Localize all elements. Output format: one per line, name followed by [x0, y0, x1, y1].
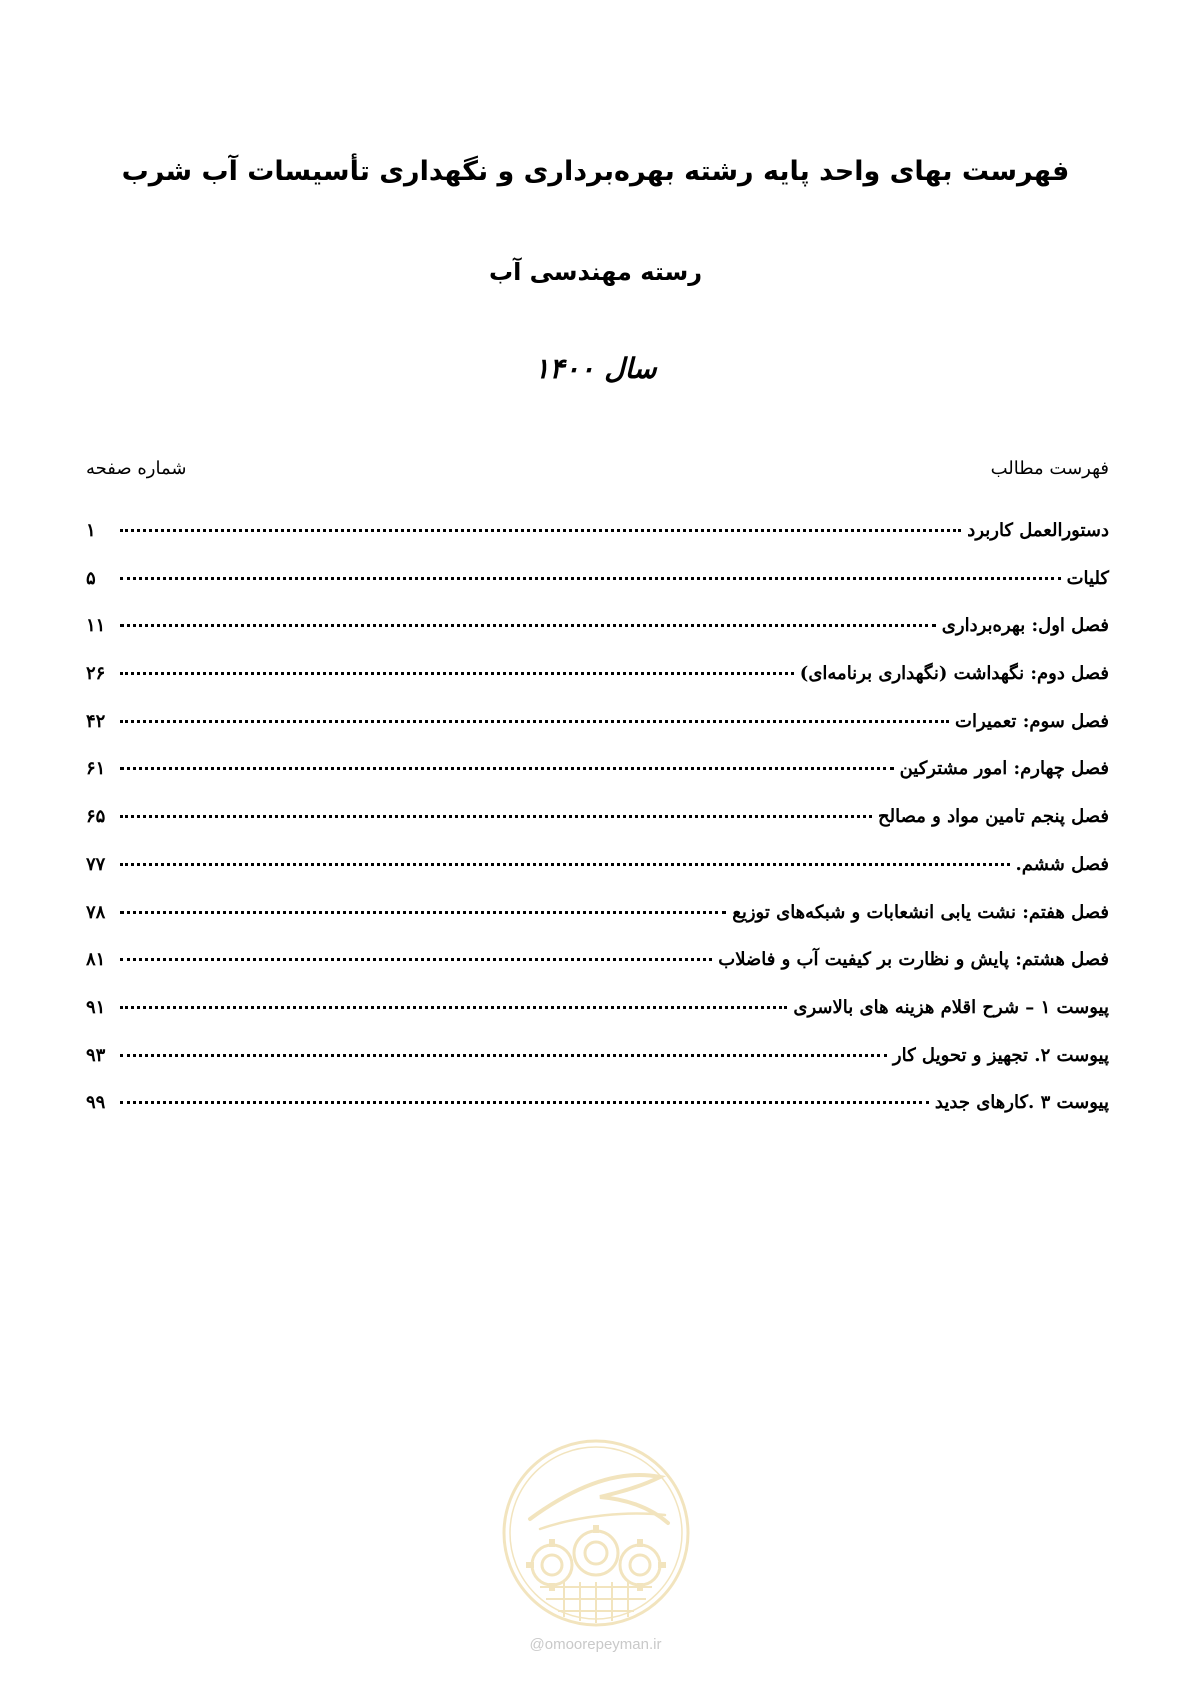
toc-page-number-label: شماره صفحه	[86, 458, 187, 479]
toc-entry-page: ۴۲	[86, 710, 106, 732]
gear-logo-icon	[500, 1437, 692, 1629]
toc-entry-page: ۹۱	[86, 996, 106, 1018]
toc-leader-dots	[120, 577, 1061, 580]
toc-leader-dots	[120, 911, 726, 914]
toc-entry-page: ۷۸	[86, 901, 106, 923]
watermark-url: @omoorepeyman.ir	[529, 1636, 662, 1653]
toc-entry-page: ۹۹	[86, 1092, 106, 1114]
toc-entry-label: دستورالعمل کاربرد	[967, 520, 1109, 541]
toc-entry[interactable]	[86, 1092, 1109, 1140]
toc-leader-dots	[120, 624, 936, 627]
toc-entry-label: پیوست ۳ .کارهای جدید	[934, 1092, 1109, 1114]
toc-entry-page: ۹۳	[86, 1044, 106, 1066]
toc-entry[interactable]	[86, 758, 1109, 806]
toc-entry[interactable]	[86, 615, 1109, 663]
toc-leader-dots	[120, 1054, 887, 1057]
toc-entry[interactable]	[86, 1045, 1109, 1093]
toc-leader-dots	[120, 720, 949, 723]
toc-leader-dots	[120, 672, 794, 675]
toc-entry-page: ۸۱	[86, 949, 106, 971]
toc-entry[interactable]	[86, 568, 1109, 616]
toc-entry-label: پیوست ۲. تجهیز و تحویل کار	[892, 1044, 1109, 1066]
toc-entry-label: فصل اول: بهره‌برداری	[941, 615, 1109, 637]
toc-entry-page: ۲۶	[86, 663, 106, 685]
toc-header	[86, 458, 1109, 488]
toc-leader-dots	[120, 958, 712, 961]
toc-entry-page: ۱	[86, 520, 96, 541]
toc-entry[interactable]	[86, 902, 1109, 950]
toc-entry-page: ۷۷	[86, 853, 106, 875]
toc-entry-label: فصل چهارم: امور مشترکین	[899, 758, 1109, 780]
toc-entry-page: ۵	[86, 567, 96, 589]
toc-entry-label: فصل ششم.	[1015, 853, 1109, 875]
toc-leader-dots	[120, 863, 1010, 866]
toc-contents-label: فهرست مطالب	[990, 458, 1109, 479]
document-title: فهرست بهای واحد پایه رشته بهره‌برداری و نگهداری تأسیسات آب شرب	[121, 156, 1070, 187]
toc-entry-label: فصل سوم: تعمیرات	[955, 710, 1109, 732]
toc-entry-label: فصل پنجم تامین مواد و مصالح	[878, 806, 1109, 828]
toc-entry[interactable]	[86, 806, 1109, 854]
toc-leader-dots	[120, 767, 894, 770]
toc-leader-dots	[120, 1101, 929, 1104]
toc-entry[interactable]	[86, 854, 1109, 902]
toc-entry[interactable]	[86, 711, 1109, 759]
toc-leader-dots	[120, 529, 961, 532]
toc-entry[interactable]	[86, 663, 1109, 711]
table-of-contents	[86, 520, 1109, 1140]
toc-leader-dots	[120, 815, 872, 818]
toc-entry-label: پیوست ۱ – شرح اقلام هزینه های بالاسری	[793, 996, 1109, 1018]
toc-entry-page: ۶۵	[86, 806, 106, 828]
toc-entry[interactable]	[86, 520, 1109, 568]
toc-entry[interactable]	[86, 949, 1109, 997]
toc-entry-page: ۶۱	[86, 758, 106, 780]
toc-entry-label: فصل دوم: نگهداشت (نگهداری برنامه‌ای)	[799, 663, 1109, 685]
toc-entry-label: کلیات	[1066, 567, 1109, 589]
toc-entry-page: ۱۱	[86, 615, 106, 637]
toc-leader-dots	[120, 1006, 787, 1009]
document-subtitle: رسته مهندسی آب	[488, 258, 703, 286]
toc-entry[interactable]	[86, 997, 1109, 1045]
toc-entry-label: فصل هفتم: نشت یابی انشعابات و شبکه‌های توزیع	[732, 901, 1109, 923]
toc-entry-label: فصل هشتم: پایش و نظارت بر کیفیت آب و فاضلاب	[718, 949, 1109, 971]
document-year: سال ۱۴۰۰	[534, 352, 657, 385]
